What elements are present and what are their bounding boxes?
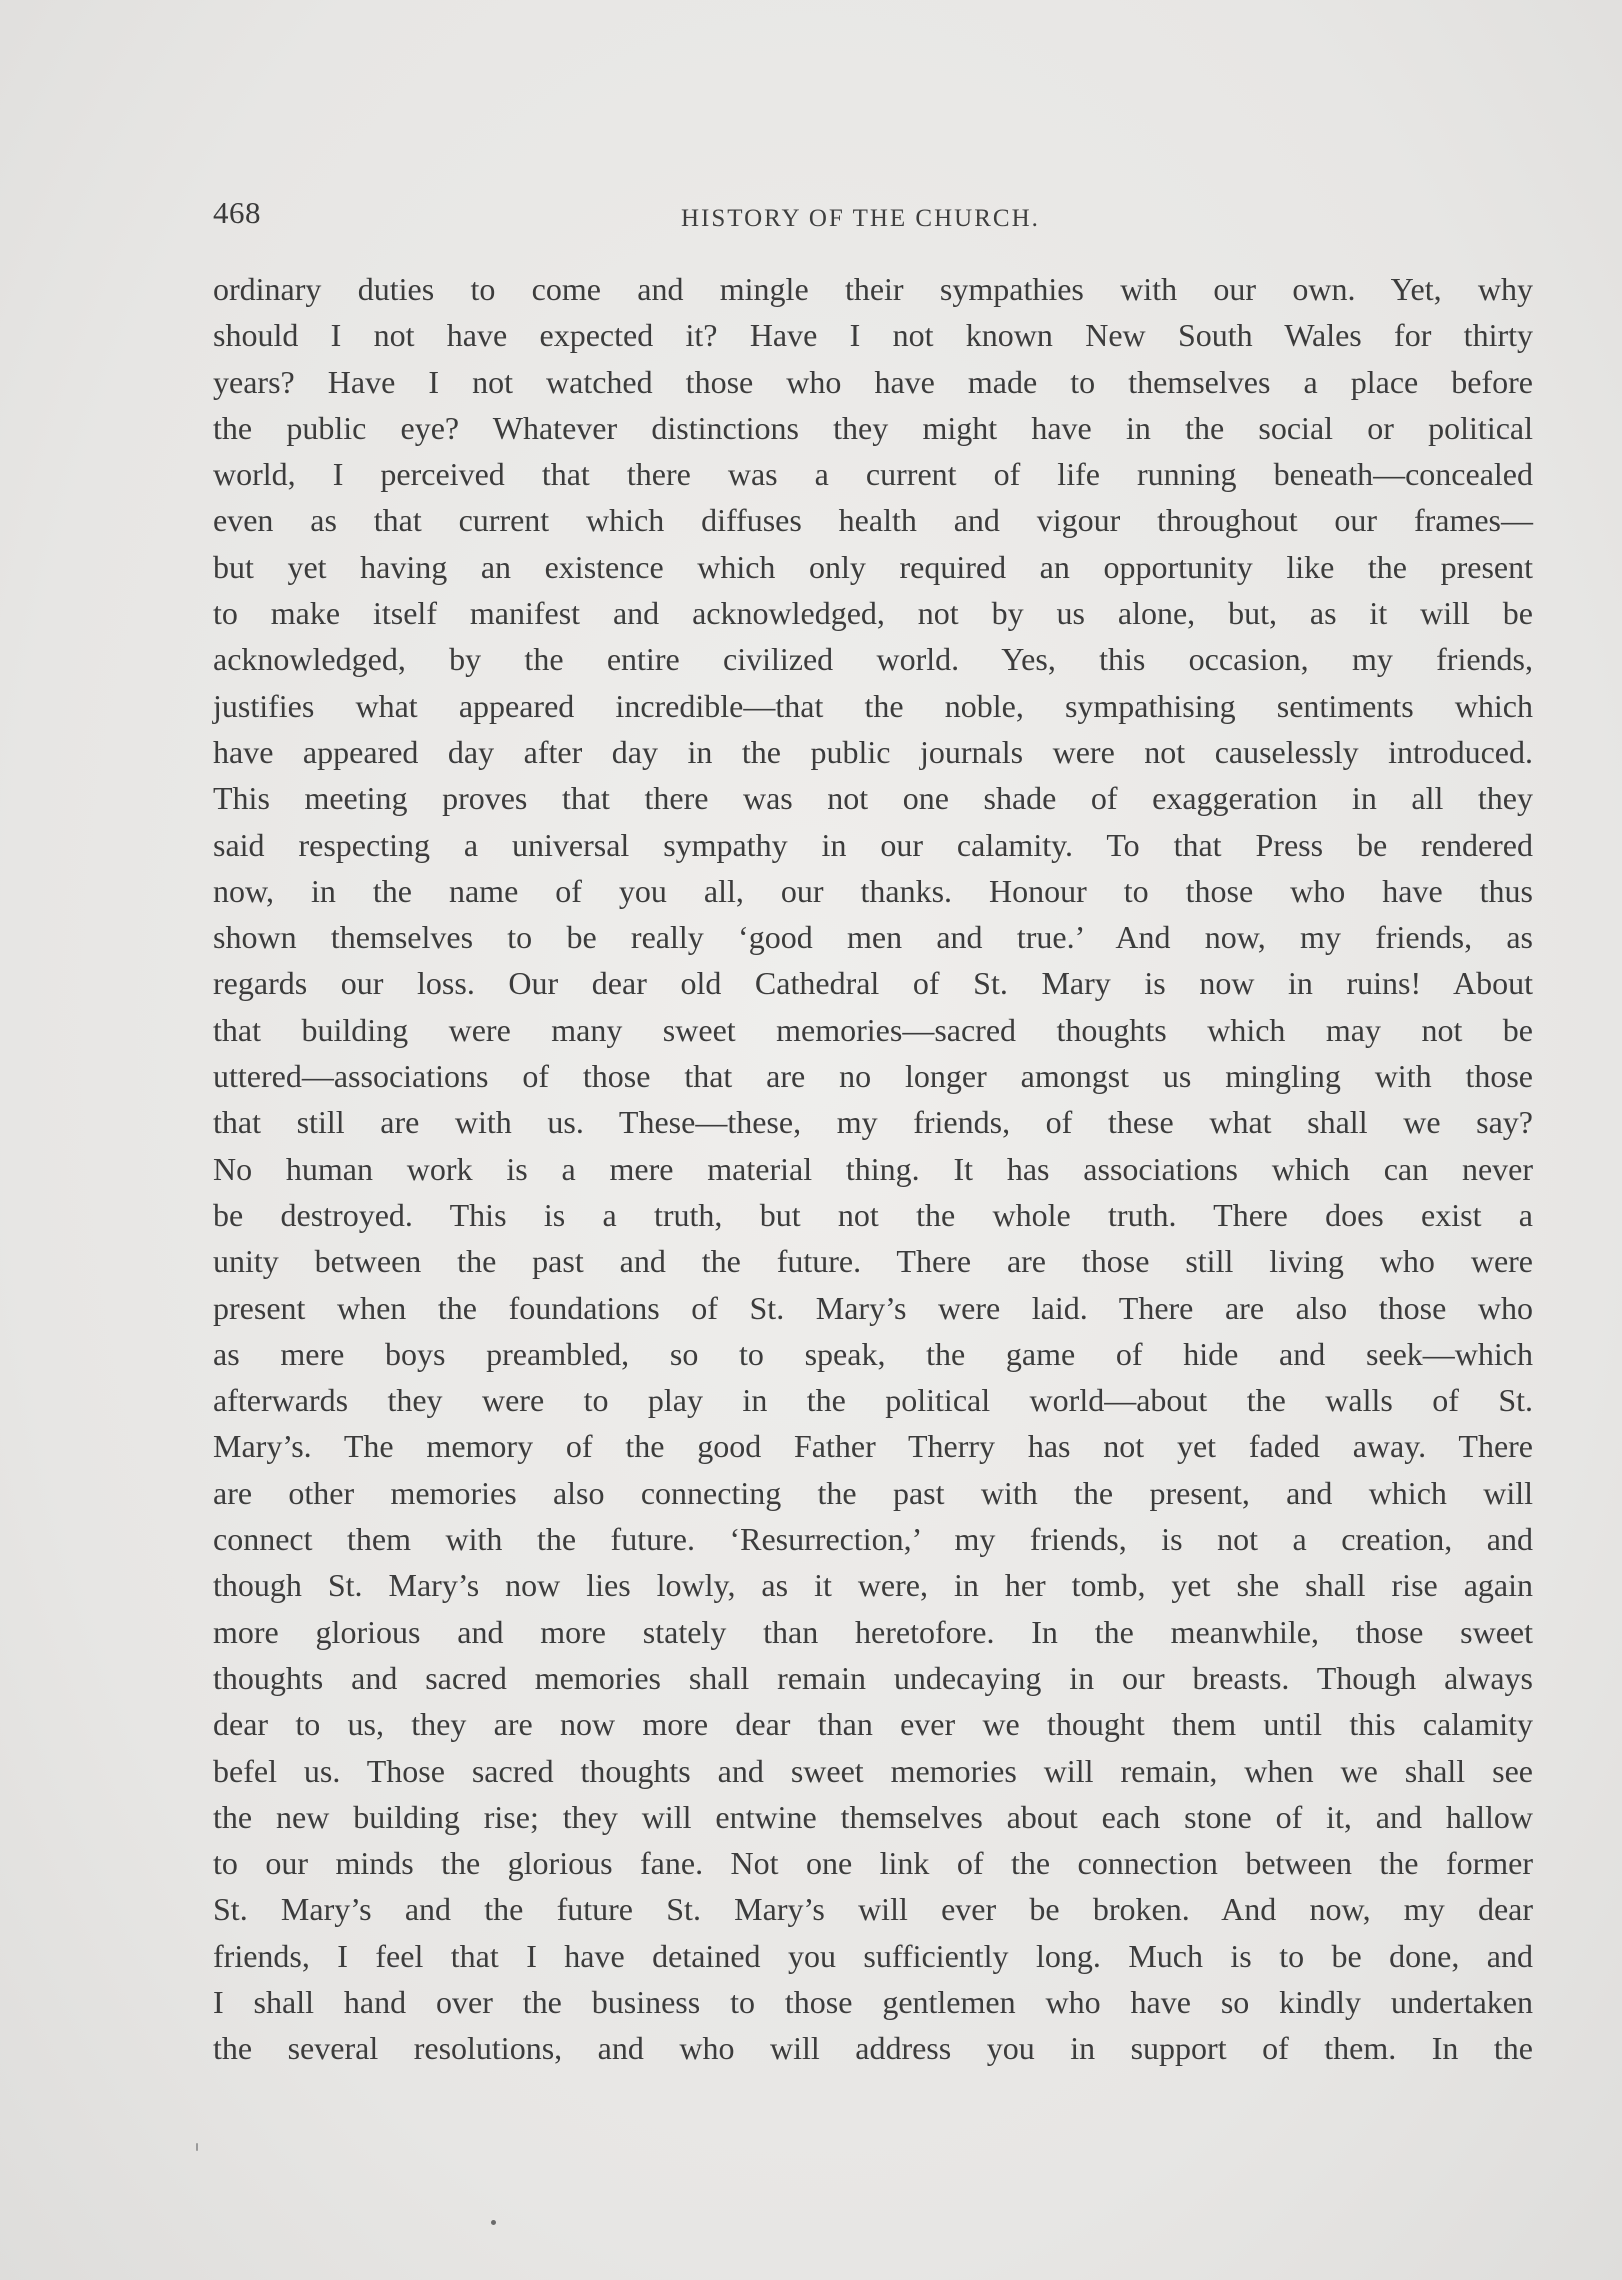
text-line: the new building rise; they will entwine themselves about each stone of it, and hallow [213, 1798, 1533, 1835]
text-line: This meeting proves that there was not one shade of exaggeration in all they [213, 780, 1533, 817]
text-line: now, in the name of you all, our thanks. Honour to those who have thus [213, 872, 1533, 909]
text-line: thoughts and sacred memories shall remain undecaying in our breasts. Though always [213, 1659, 1533, 1696]
text-line: justifies what appeared incredible—that the noble, sympathising sentiments which [213, 687, 1533, 724]
text-line: I shall hand over the business to those gentlemen who have so kindly undertaken [213, 1983, 1533, 2020]
text-line: to our minds the glorious fane. Not one link of the connection between the former [213, 1845, 1533, 1882]
text-line: more glorious and more stately than heretofore. In the meanwhile, those sweet [213, 1613, 1533, 1650]
text-line: unity between the past and the future. There are those still living who were [213, 1243, 1533, 1280]
text-line: regards our loss. Our dear old Cathedral of St. Mary is now in ruins! About [213, 965, 1533, 1002]
text-line: but yet having an existence which only required an opportunity like the present [213, 548, 1533, 585]
text-line: connect them with the future. ‘Resurrection,’ my friends, is not a creation, and [213, 1521, 1533, 1558]
text-line: world, I perceived that there was a current of life running beneath—concealed [213, 456, 1533, 493]
page-header [213, 195, 1533, 239]
page-number: 468 [213, 195, 261, 230]
text-line: St. Mary’s and the future St. Mary’s will ever be broken. And now, my dear [213, 1891, 1533, 1928]
body-text [213, 266, 1533, 2072]
text-line: uttered—associations of those that are no longer amongst us mingling with those [213, 1058, 1533, 1095]
paper-mark [196, 2143, 198, 2151]
text-line: should I not have expected it? Have I not known New South Wales for thirty [213, 317, 1533, 354]
text-line: befel us. Those sacred thoughts and sweet memories will remain, when we shall see [213, 1752, 1533, 1789]
text-line: acknowledged, by the entire civilized world. Yes, this occasion, my friends, [213, 641, 1533, 678]
text-line: No human work is a mere material thing. It has associations which can never [213, 1150, 1533, 1187]
text-line: that still are with us. These—these, my friends, of these what shall we say? [213, 1104, 1533, 1141]
text-line: present when the foundations of St. Mary’s were laid. There are also those who [213, 1289, 1533, 1326]
text-line: though St. Mary’s now lies lowly, as it were, in her tomb, yet she shall rise again [213, 1567, 1533, 1604]
text-line: said respecting a universal sympathy in our calamity. To that Press be rendered [213, 826, 1533, 863]
text-line: that building were many sweet memories—sacred thoughts which may not be [213, 1011, 1533, 1048]
running-head: HISTORY OF THE CHURCH. [681, 205, 1040, 232]
text-line: years? Have I not watched those who have made to themselves a place before [213, 363, 1533, 400]
text-line: are other memories also connecting the past with the present, and which will [213, 1474, 1533, 1511]
text-line: to make itself manifest and acknowledged, not by us alone, but, as it will be [213, 595, 1533, 632]
text-line: even as that current which diffuses health and vigour throughout our frames— [213, 502, 1533, 539]
text-line: Mary’s. The memory of the good Father Therry has not yet faded away. There [213, 1428, 1533, 1465]
text-line: have appeared day after day in the public journals were not causelessly introduced. [213, 733, 1533, 770]
text-line: the several resolutions, and who will address you in support of them. In the [213, 2030, 1533, 2067]
text-line: the public eye? Whatever distinctions they might have in the social or political [213, 409, 1533, 446]
text-line: afterwards they were to play in the political world—about the walls of St. [213, 1382, 1533, 1419]
text-line: be destroyed. This is a truth, but not the whole truth. There does exist a [213, 1196, 1533, 1233]
text-line: ordinary duties to come and mingle their sympathies with our own. Yet, why [213, 271, 1533, 307]
text-line: dear to us, they are now more dear than ever we thought them until this calamity [213, 1706, 1533, 1743]
text-line: friends, I feel that I have detained you sufficiently long. Much is to be done, and [213, 1937, 1533, 1974]
text-line: as mere boys preambled, so to speak, the game of hide and seek—which [213, 1335, 1533, 1372]
paper-speck [491, 2220, 496, 2225]
text-line: shown themselves to be really ‘good men and true.’ And now, my friends, as [213, 919, 1533, 956]
